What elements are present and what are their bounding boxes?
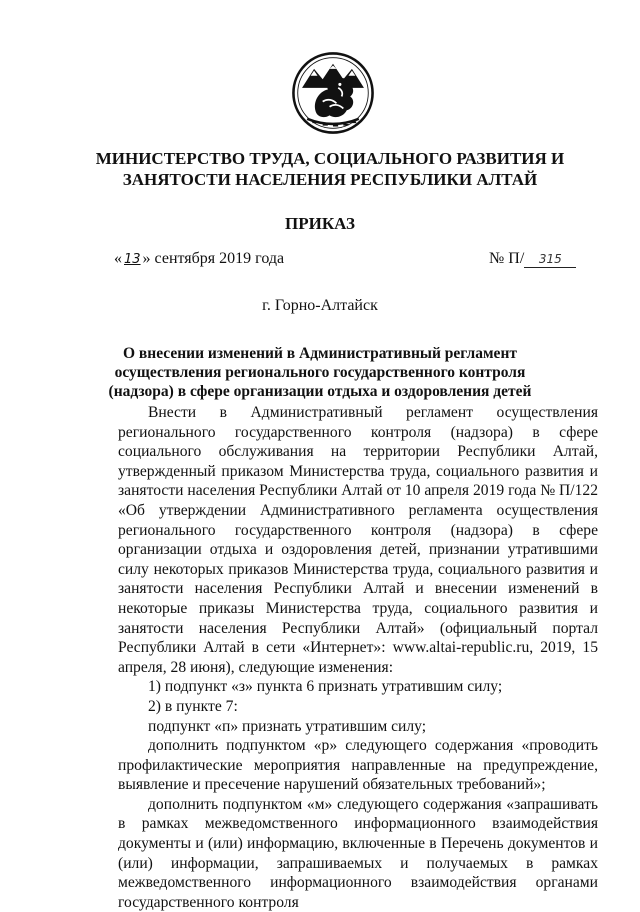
number-prefix: № П/ <box>489 250 525 267</box>
issuing-city: г. Горно-Алтайск <box>262 297 378 314</box>
date-prefix: « <box>114 250 122 267</box>
number-value-handwritten: 315 <box>524 252 576 268</box>
republic-altai-emblem-icon <box>290 50 376 136</box>
ministry-name: МИНИСТЕРСТВО ТРУДА, СОЦИАЛЬНОГО РАЗВИТИЯ И ЗАНЯТОСТИ НАСЕЛЕНИЯ РЕСПУБЛИКИ АЛТАЙ <box>95 149 565 189</box>
paragraph-item: 2) в пункте 7: <box>148 697 238 715</box>
paragraph-item: дополнить подпунктом «м» следующего содержания «запрашивать в рамках межведомственного информационного взаимодействия документы и (или) информацию, включенные в Перечень документов и (или) информации, запрашиваемых и получаемых в рамках межведомственного информационного взаимодействия органами государственного контроля <box>118 795 598 911</box>
order-date <box>114 250 284 268</box>
order-number <box>489 250 576 268</box>
date-suffix: » сентября 2019 года <box>142 250 285 267</box>
paragraph-item: подпункт «п» признать утратившим силу; <box>148 717 427 735</box>
paragraph-item: дополнить подпунктом «р» следующего содержания «проводить профилактические мероприятия направленные на предупреждение, выявление и пресечение нарушений обязательных требований»; <box>118 737 598 794</box>
paragraph-intro: Внести в Административный регламент осуществления регионального государственного контроля (надзора) в сфере социального обслуживания на территории Республики Алтай, утвержденный приказом Министерства труда, социального развития и занятости населения Республики Алтай от 10 апреля 2019 года № П/122 «Об утверждении Административного регламента осуществления регионального государственного контроля (надзора) в сфере организации отдыха и оздоровления детей, признании утратившими силу некоторых приказов Министерства труда, социального развития и занятости населения Республики Алтай и внесении изменений в некоторые приказы Министерства труда, социального развития и занятости населения Республики Алтай» (официальный портал Республики Алтай в сети «Интернет»: www.altai-republic.ru, 2019, 15 апреля, 28 июня), следующие изменения: <box>118 404 598 676</box>
paragraph-item: 1) подпункт «з» пункта 6 признать утратившим силу; <box>148 678 503 696</box>
date-day-handwritten: 13 <box>124 252 141 267</box>
document-body <box>118 403 598 912</box>
order-subject: О внесении изменений в Административный регламент осуществления регионального государственного контроля (надзора) в сфере организации отдыха и оздоровления детей <box>108 345 532 400</box>
document-type-title: ПРИКАЗ <box>285 214 355 233</box>
